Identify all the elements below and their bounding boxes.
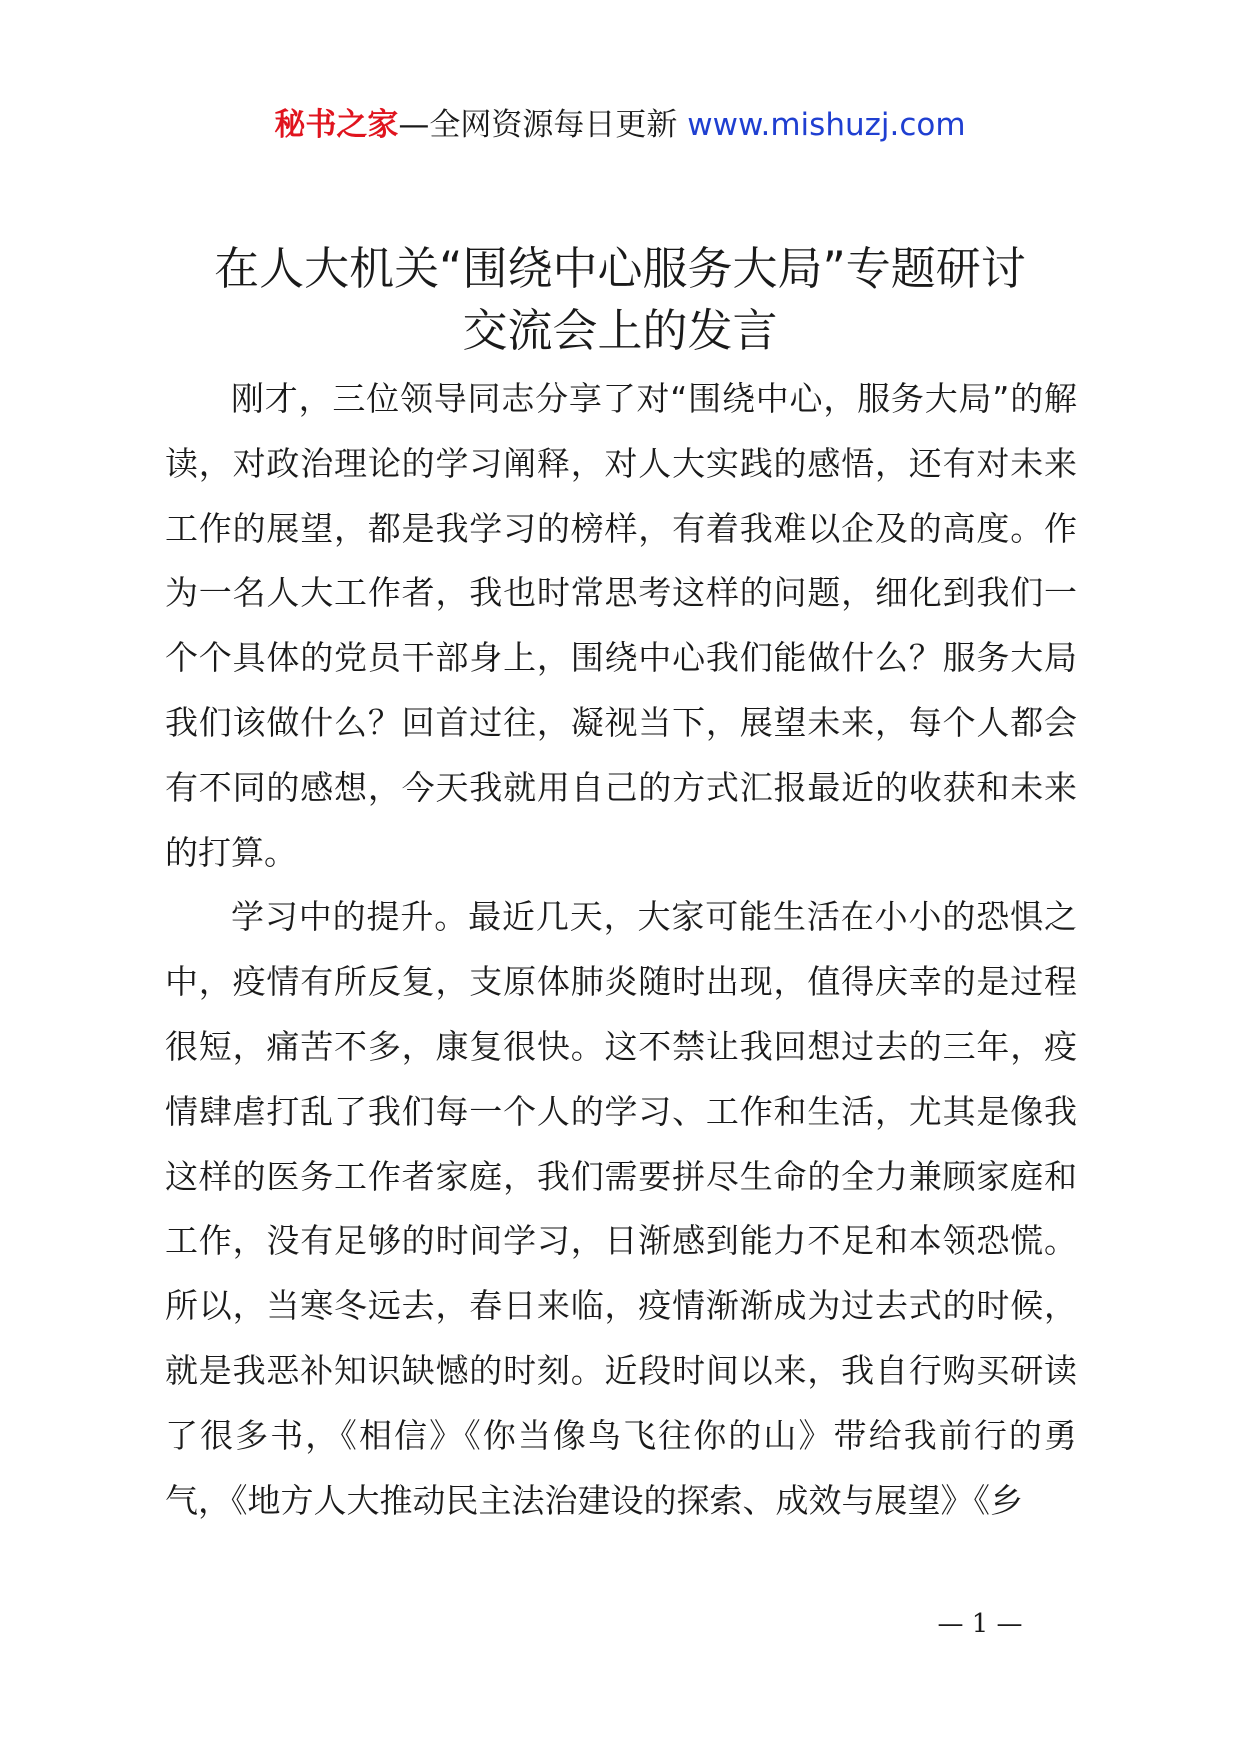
title-line-2: 交流会上的发言	[462, 304, 778, 357]
paragraph-1: 刚才，三位领导同志分享了对“围绕中心，服务大局”的解读，对政治理论的学习阐释，对人大实践的感悟，还有对未来工作的展望，都是我学习的榜样，有着我难以企及的高度。作为一名人大工作者，我也时常思考这样的问题，细化到我们一个个具体的党员干部身上，围绕中心我们能做什么？服务大局我们该做什么？回首过往，凝视当下，展望未来，每个人都会有不同的感想，今天我就用自己的方式汇报最近的收获和未来的打算。	[165, 379, 1077, 872]
title-line-1: 在人大机关“围绕中心服务大局”专题研讨	[214, 242, 1026, 295]
brand-name: 秘书之家	[274, 107, 399, 143]
document-body	[165, 367, 1077, 1533]
paragraph-2: 学习中的提升。最近几天，大家可能生活在小小的恐惧之中，疫情有所反复，支原体肺炎随时出现，值得庆幸的是过程很短，痛苦不多，康复很快。这不禁让我回想过去的三年，疫情肆虐打乱了我们每一个人的学习、工作和生活，尤其是像我这样的医务工作者家庭，我们需要拼尽生命的全力兼顾家庭和工作，没有足够的时间学习，日渐感到能力不足和本领恐慌。所以，当寒冬远去，春日来临，疫情渐渐成为过去式的时候，就是我恶补知识缺憾的时刻。近段时间以来，我自行购买研读了很多书，《相信》《你当像鸟飞往你的山》带给我前行的勇气，《地方人大推动民主法治建设的探索、成效与展望》《乡	[165, 897, 1077, 1520]
document-title	[0, 238, 1240, 362]
page-number: — 1 —	[937, 1609, 1023, 1639]
site-url-link[interactable]: www.mishuzj.com	[687, 107, 966, 143]
header-tagline: —全网资源每日更新	[398, 107, 678, 143]
site-header	[0, 100, 1240, 150]
